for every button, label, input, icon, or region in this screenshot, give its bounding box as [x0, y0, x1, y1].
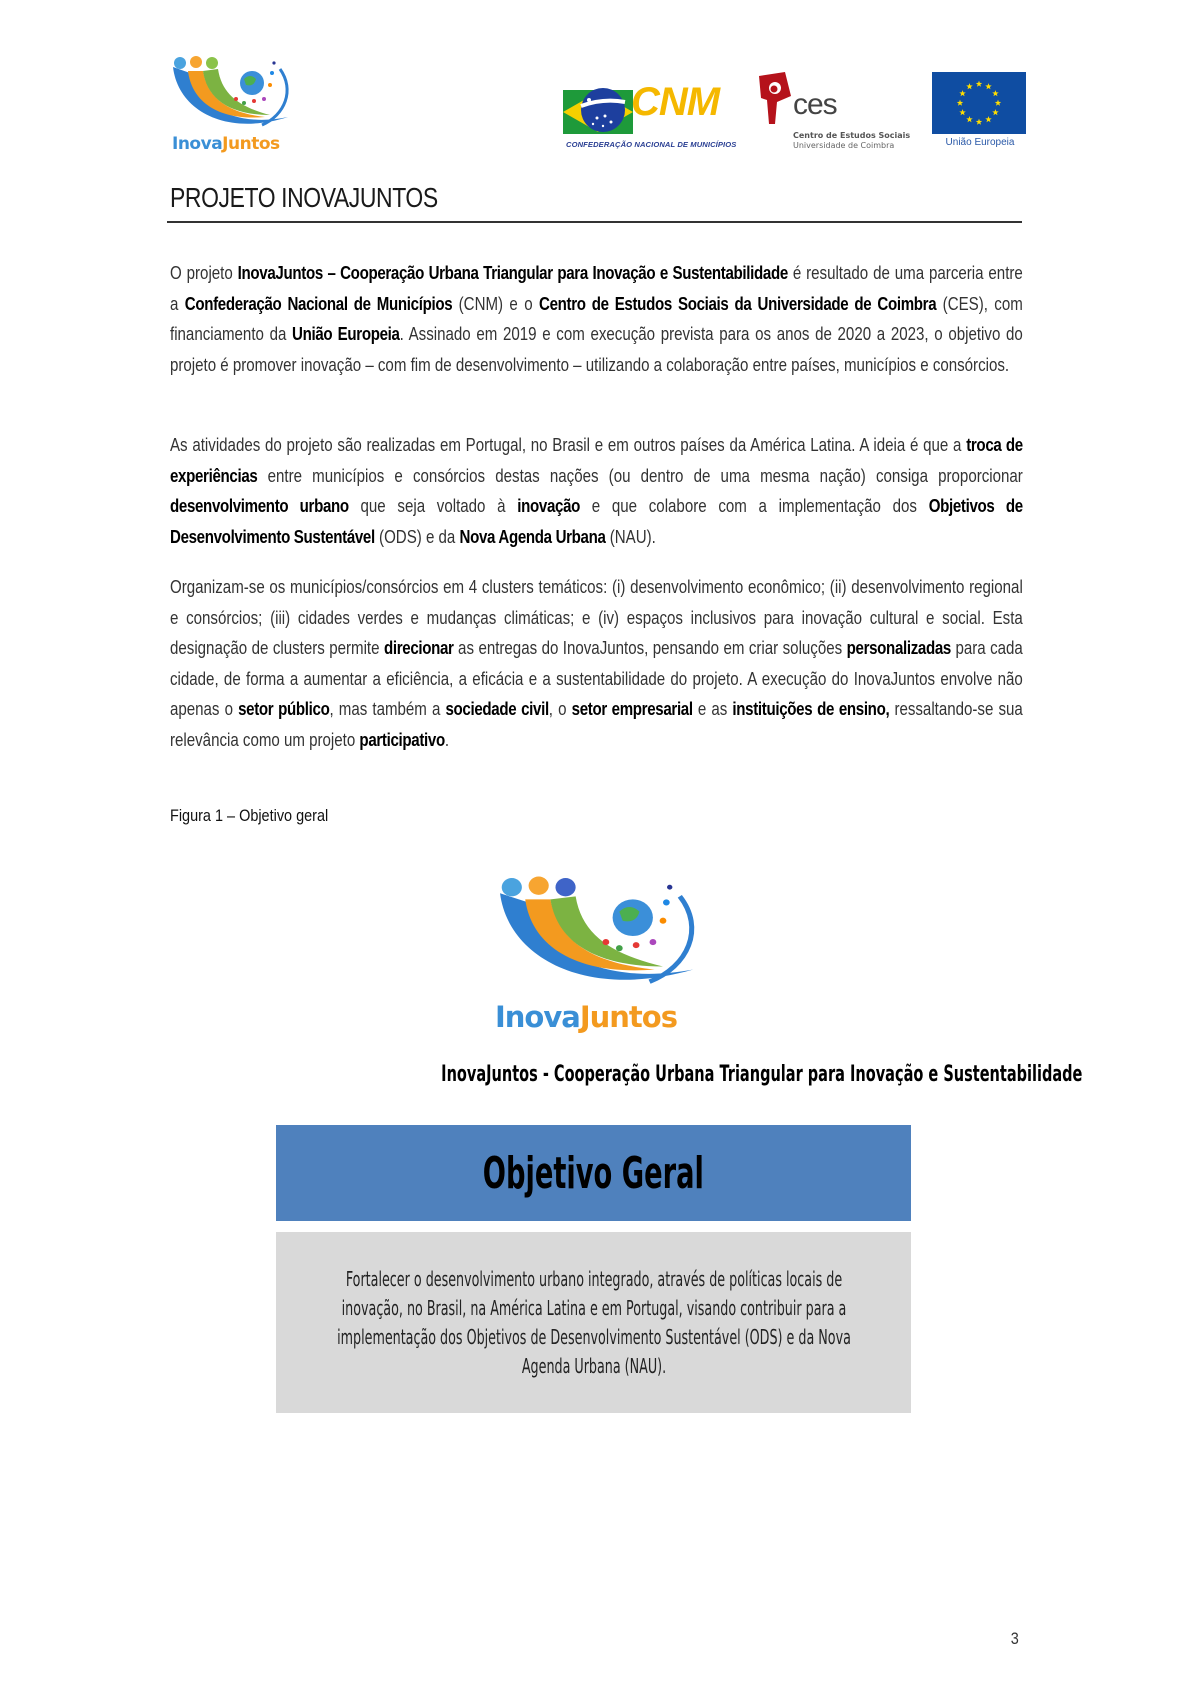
- figure-subtitle: [276, 1062, 1083, 1087]
- text-run: e as: [692, 698, 733, 720]
- objective-title-box: [276, 1125, 911, 1221]
- logo-word-juntos: Juntos: [222, 134, 280, 154]
- eu-star-icon: [985, 83, 991, 89]
- bold-term: Objetivos de Desenvolvimento Sustentável: [170, 495, 1023, 547]
- eu-star-icon: [995, 100, 1001, 106]
- bold-term: sociedade civil: [445, 698, 549, 720]
- bold-term: InovaJuntos – Cooperação Urbana Triangular para Inovação e Sustentabilidade: [237, 262, 788, 283]
- page-number: 3: [1010, 1629, 1019, 1648]
- eu-star-icon: [992, 109, 998, 115]
- figure-logo-text: [495, 1000, 677, 1034]
- inovajuntos-logo: [170, 55, 295, 155]
- figure-caption: Figura 1 – Objetivo geral: [170, 806, 329, 825]
- text-run: , o: [548, 698, 572, 720]
- text-run: Organizam-se os municípios/consórcios em 4 clusters temáticos: (i) desenvolvimento econômico; (ii) desenvolvimento regional e consórcios; (iii) cidades verdes e mudanças climáticas; e (iv) espaços inclusivos para inovação cultural e social. Esta designação de clusters permite: [170, 576, 1023, 659]
- paragraph-1: [170, 258, 1022, 380]
- bold-term: personalizadas: [846, 637, 951, 659]
- text-run: e que colabore com a implementação dos: [580, 495, 929, 517]
- objective-text: Fortalecer o desenvolvimento urbano integrado, através de políticas locais de inovação, no Brasil, na América Latina e em Portugal, visando contribuir para a implementação dos Objetivos de Desenvolvimento Sustentável (ODS) e da Nova Agenda Urbana (NAU).: [336, 1266, 851, 1378]
- bold-term: participativo: [359, 728, 445, 750]
- eu-star-icon: [957, 100, 963, 106]
- ces-name: Centro de Estudos Sociais: [793, 131, 911, 140]
- page-title: PROJETO INOVAJUNTOS: [170, 182, 438, 213]
- bold-term: União Europeia: [292, 323, 400, 345]
- ces-university: Universidade de Coimbra: [793, 141, 895, 150]
- eu-star-icon: [976, 81, 982, 87]
- bold-term: setor público: [238, 698, 330, 720]
- text-run: (NAU).: [605, 525, 656, 547]
- inovajuntos-emblem-icon: [170, 55, 295, 137]
- text-run: (ODS) e da: [374, 525, 460, 547]
- text-run: (CNM) e o: [452, 292, 539, 314]
- ces-logo: [753, 70, 911, 155]
- text-run: .: [444, 728, 450, 750]
- ces-emblem-icon: [755, 70, 795, 128]
- objective-title: Objetivo Geral: [482, 1147, 705, 1199]
- eu-star-icon: [992, 90, 998, 96]
- eu-star-icon: [959, 90, 965, 96]
- text-run: é resultado de uma parceria entre a: [170, 262, 1023, 314]
- text-run: O projeto: [170, 262, 238, 283]
- eu-star-icon: [966, 116, 972, 122]
- text-run: (CES), com financiamento da: [170, 292, 1023, 345]
- title-divider: [167, 221, 1022, 223]
- eu-star-icon: [959, 109, 965, 115]
- bold-term: direcionar: [383, 637, 454, 659]
- eu-star-icon: [976, 119, 982, 125]
- text-run: as entregas do InovaJuntos, pensando em criar soluções: [453, 637, 847, 659]
- cnm-logo: [563, 80, 737, 150]
- bold-term: setor empresarial: [571, 698, 693, 720]
- eu-stars-icon: [932, 72, 1026, 134]
- text-run: . Assinado em 2019 e com execução prevista para os anos de 2020 a 2023, o objetivo do projeto é promover inovação – com fim de desenvolvimento – utilizando a colaboração entre países, municípios e consórcios.: [170, 323, 1023, 375]
- logo-word-inova: Inova: [172, 134, 223, 154]
- eu-star-icon: [985, 116, 991, 122]
- bold-term: troca de experiências: [170, 434, 1023, 486]
- bold-term: Centro de Estudos Sociais da Universidade de Coimbra: [539, 292, 937, 314]
- eu-star-icon: [966, 83, 972, 89]
- eu-logo: [932, 72, 1028, 152]
- bold-term: inovação: [517, 495, 581, 517]
- text-run: , mas também a: [329, 698, 446, 720]
- figure-logo-word-inova: Inova: [495, 1000, 580, 1034]
- paragraph-3: [170, 572, 1022, 756]
- inovajuntos-logo-text: [172, 134, 280, 154]
- eu-label: União Europeia: [945, 137, 1015, 148]
- bold-term: Nova Agenda Urbana: [459, 525, 606, 547]
- cnm-subtitle: CONFEDERAÇÃO NACIONAL DE MUNICÍPIOS: [566, 140, 737, 149]
- text-run: entre municípios e consórcios destas nações (ou dentro de uma mesma nação) consiga proporcionar: [257, 464, 1023, 486]
- bold-term: instituições de ensino,: [732, 698, 890, 720]
- cnm-acronym: CNM: [631, 80, 720, 124]
- paragraph-2: [170, 430, 1022, 552]
- figure-inovajuntos-logo: [495, 875, 705, 1040]
- ces-acronym: ces: [793, 88, 837, 121]
- bold-term: desenvolvimento urbano: [170, 495, 349, 517]
- text-run: As atividades do projeto são realizadas em Portugal, no Brasil e em outros países da América Latina. A ideia é que a: [170, 434, 967, 455]
- eu-flag-icon: [932, 72, 1026, 134]
- figure-inovajuntos-emblem-icon: [495, 875, 705, 1000]
- text-run: para cada cidade, de forma a aumentar a eficiência, a eficácia e a sustentabilidade do projeto. A execução do InovaJuntos envolve não apenas o: [170, 637, 1023, 720]
- text-run: que seja voltado à: [348, 495, 518, 517]
- objective-text-box: [276, 1232, 911, 1413]
- figure-logo-word-juntos: Juntos: [579, 1000, 677, 1034]
- bold-term: Confederação Nacional de Municípios: [184, 292, 453, 314]
- text-run: ressaltando-se sua relevância como um projeto: [170, 698, 1023, 750]
- figure-subtitle-text: InovaJuntos - Cooperação Urbana Triangular para Inovação e Sustentabilidade: [441, 1062, 1083, 1087]
